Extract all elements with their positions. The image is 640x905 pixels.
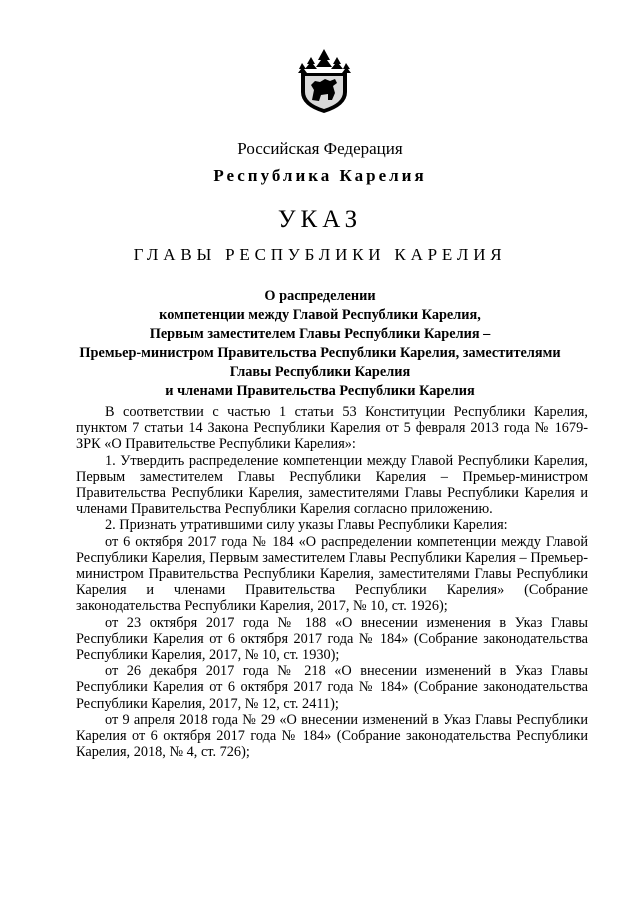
- document-body: [76, 404, 588, 760]
- body-paragraph: от 6 октября 2017 года № 184 «О распределении компетенции между Главой Республики Карелия, Первым заместителем Главы Республики Карелия – Премьер-министром Правительства Республики Карелия, заместителями Главы Республики Карелия и членами Правительства Республики Карелия» (Собрание законодательства Республики Карелия, 2017, № 10, ст. 1926);: [76, 533, 588, 615]
- body-paragraph: В соответствии с частью 1 статьи 53 Конституции Республики Карелия, пунктом 7 статьи 14 Закона Республики Карелия от 5 февраля 2013 года № 1679-ЗРК «О Правительстве Республики Карелия»:: [76, 404, 588, 453]
- title-line: и членами Правительства Республики Карелия: [165, 383, 475, 399]
- title-line: Премьер-министром Правительства Республики Карелия, заместителями: [79, 345, 561, 361]
- document-type-heading: УКАЗ: [277, 206, 363, 233]
- body-paragraph: от 26 декабря 2017 года № 218 «О внесении изменений в Указ Главы Республики Карелия от 6 октября 2017 года № 184» (Собрание законодательства Республики Карелия, 2017, № 12, ст. 2411);: [76, 663, 588, 712]
- body-paragraph: 2. Признать утратившими силу указы Главы Республики Карелия:: [105, 517, 508, 534]
- issuer-heading: ГЛАВЫ РЕСПУБЛИКИ КАРЕЛИЯ: [133, 245, 507, 264]
- title-line: компетенции между Главой Республики Карелия,: [159, 307, 481, 323]
- title-line: Первым заместителем Главы Республики Карелия –: [149, 326, 491, 342]
- federation-heading: Российская Федерация: [237, 139, 403, 158]
- republic-heading: Республика Карелия: [213, 166, 427, 185]
- title-line: О распределении: [264, 288, 376, 304]
- body-paragraph: от 23 октября 2017 года № 188 «О внесении изменения в Указ Главы Республики Карелия от 6 октября 2017 года № 184» (Собрание законодательства Республики Карелия, 2017, № 10, ст. 1930);: [76, 614, 588, 664]
- document-title: [0, 287, 640, 401]
- body-paragraph: 1. Утвердить распределение компетенции между Главой Республики Карелия, Первым заместителем Главы Республики Карелия – Премьер-министром Правительства Республики Карелия, заместителями Главы Республики Карелия и членами Правительства Республики Карелия согласно приложению.: [76, 452, 588, 518]
- body-paragraph: от 9 апреля 2018 года № 29 «О внесении изменений в Указ Главы Республики Карелия от 6 октября 2017 года № 184» (Собрание законодательства Республики Карелия, 2018, № 4, ст. 726);: [76, 711, 588, 761]
- title-line: Главы Республики Карелия: [229, 364, 411, 380]
- coat-of-arms-icon: [297, 48, 351, 114]
